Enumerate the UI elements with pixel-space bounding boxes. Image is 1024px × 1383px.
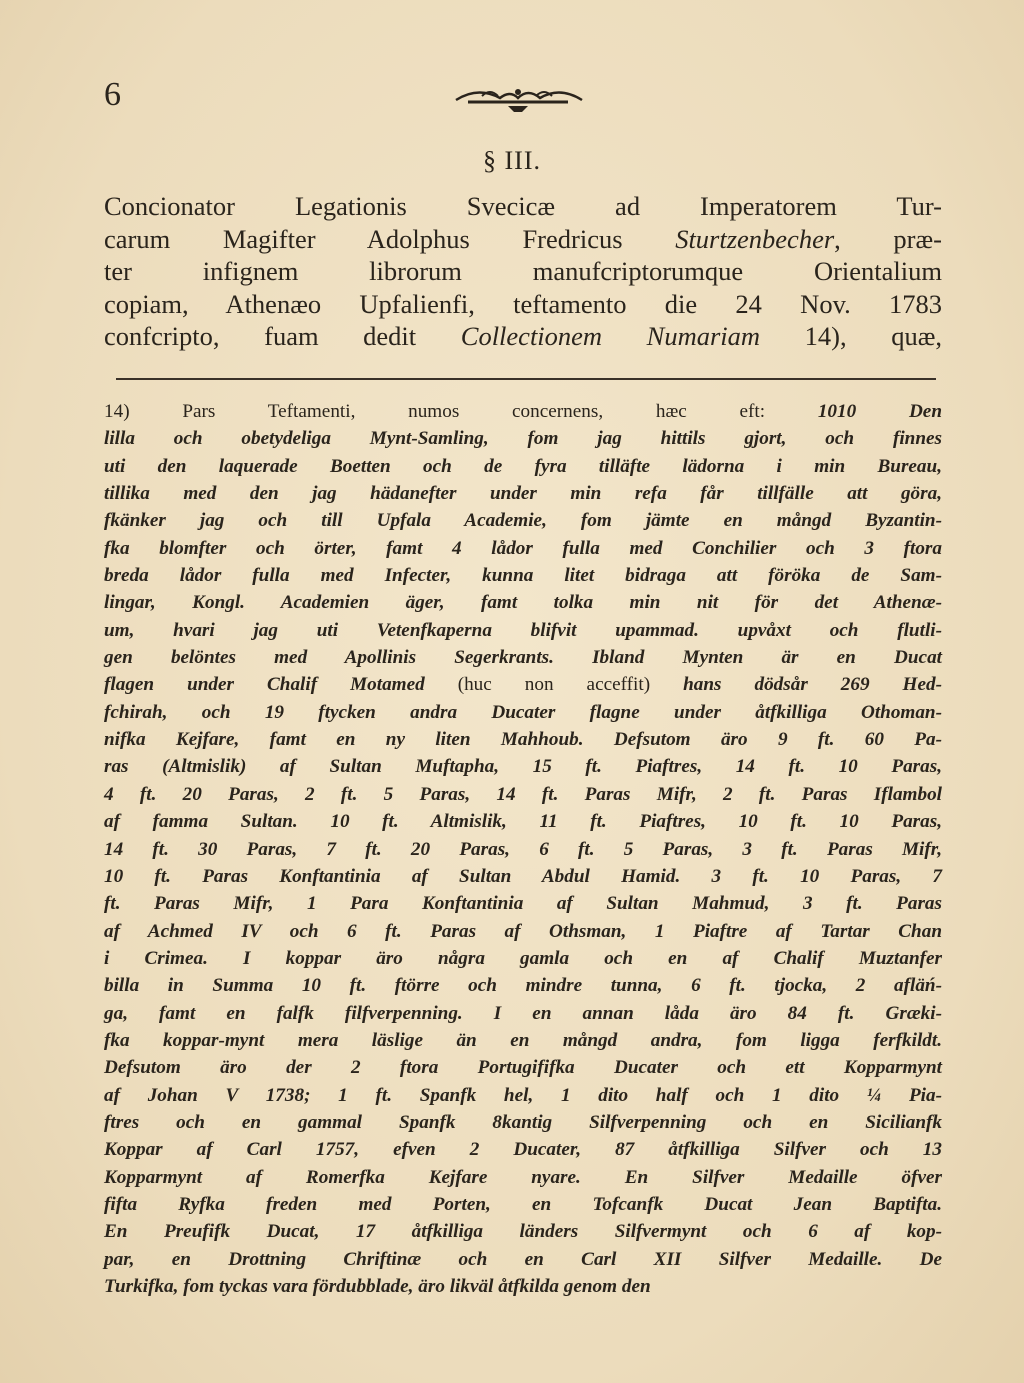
footnote-line bbox=[104, 671, 942, 698]
footnote-line bbox=[104, 1191, 942, 1218]
footnote-line bbox=[104, 1273, 942, 1300]
footnote-text: fka koppar-mynt mera läslige än en mångd andra, fom ligga ferfkildt. bbox=[104, 1029, 942, 1051]
footnote-line bbox=[104, 972, 942, 999]
footnote-text: (huc non acceffit) bbox=[457, 674, 651, 696]
footnote-text: breda lådor fulla med Infecter, kunna litet bidraga att föröka de Sam- bbox=[104, 565, 942, 587]
footnote-text: 1010 Den bbox=[817, 401, 942, 422]
main-text-text: Sturtzenbecher bbox=[675, 223, 835, 254]
footnote-text: Kopparmynt af Romerfka Kejfare nyare. En Silfver Medaille öfver bbox=[104, 1166, 942, 1188]
footnote-line bbox=[104, 1136, 942, 1163]
footnote-text: ras (Altmislik) af Sultan Muftapha, 15 ft. Piaftres, 14 ft. 10 Paras, bbox=[104, 756, 942, 778]
footnote-text: uti den laquerade Boetten och de fyra tilläfte lädorna i min Bureau, bbox=[104, 455, 942, 477]
footnote-line bbox=[104, 535, 942, 562]
footnote-line bbox=[104, 480, 942, 507]
footnote-line bbox=[104, 589, 942, 616]
footnote-line bbox=[104, 1164, 942, 1191]
footnote-line bbox=[104, 453, 942, 480]
footnote-line bbox=[104, 699, 942, 726]
footnote-line bbox=[104, 1027, 942, 1054]
footnote-line bbox=[104, 644, 942, 671]
main-text-line bbox=[104, 190, 942, 223]
main-text-text: Collectionem Numariam bbox=[460, 321, 761, 352]
footnote-text: 14) Pars Teftamenti, numos concernens, hæc eft: bbox=[104, 401, 818, 422]
footnote-text: ftres och en gammal Spanfk 8kantig Silfverpenning och en Sicilianfk bbox=[104, 1111, 942, 1133]
footnote-text: ga, famt en falfk filfverpenning. I en annan låda äro 84 ft. Græki- bbox=[104, 1002, 942, 1024]
footnote-text: 10 ft. Paras Konftantinia af Sultan Abdul Hamid. 3 ft. 10 Paras, 7 bbox=[104, 865, 942, 887]
footnote-text: par, en Drottning Chriftinæ och en Carl XII Silfver Medaille. De bbox=[104, 1248, 942, 1270]
footnote-line bbox=[104, 1054, 942, 1081]
footnote-text: fifta Ryfka freden med Porten, en Tofcanfk Ducat Jean Baptifta. bbox=[104, 1193, 942, 1215]
footnote-line bbox=[104, 1246, 942, 1273]
footnote-text: af famma Sultan. 10 ft. Altmislik, 11 ft. Piaftres, 10 ft. 10 Paras, bbox=[104, 811, 942, 833]
body-paragraph bbox=[104, 190, 942, 353]
footnote-text: En Preufifk Ducat, 17 åtfkilliga länders Silfvermynt och 6 af kop- bbox=[104, 1221, 942, 1243]
main-text-text: Concionator Legationis Svecicæ ad Imperatorem Tur- bbox=[104, 191, 942, 221]
main-text-text: , præ- bbox=[834, 223, 942, 254]
footnote-text: flagen under Chalif Motamed bbox=[104, 674, 458, 696]
footnote-line bbox=[104, 562, 942, 589]
footnote-text: gen belöntes med Apollinis Segerkrants. Ibland Mynten är en Ducat bbox=[104, 647, 942, 669]
footnote-text: lilla och obetydeliga Mynt-Samling, fom jag hittils gjort, och finnes bbox=[104, 428, 942, 450]
section-heading: § III. bbox=[483, 146, 541, 175]
footnote-line bbox=[104, 425, 942, 452]
footnote-text: um, hvari jag uti Vetenfkaperna blifvit upammad. upvåxt och flutli- bbox=[104, 619, 942, 641]
footnote-text: fka blomfter och örter, famt 4 lådor fulla med Conchilier och 3 ftora bbox=[104, 537, 942, 559]
footnote-line bbox=[104, 753, 942, 780]
main-text-line bbox=[104, 255, 942, 288]
footnote-line bbox=[104, 1000, 942, 1027]
footnote-text: af Johan V 1738; 1 ft. Spanfk hel, 1 dito half och 1 dito ¼ Pia- bbox=[104, 1084, 942, 1106]
main-text-text: carum Magifter Adolphus Fredricus bbox=[104, 223, 676, 254]
main-text-text: 14), quæ, bbox=[760, 321, 942, 352]
main-text-line bbox=[104, 288, 942, 321]
footnote-separator-rule bbox=[116, 378, 936, 380]
main-text-line bbox=[104, 320, 942, 353]
footnote-line bbox=[104, 918, 942, 945]
footnote-line bbox=[104, 890, 942, 917]
footnote-text: fkänker jag och till Upfala Academie, fom jämte en mångd Byzantin- bbox=[104, 510, 942, 532]
footnote-text: tillika med den jag hädanefter under min refa får tillfälle att göra, bbox=[104, 483, 942, 505]
footnote-line bbox=[104, 836, 942, 863]
footnote-text: af Achmed IV och 6 ft. Paras af Othsman, 1 Piaftre af Tartar Chan bbox=[104, 920, 942, 942]
footnote-line bbox=[104, 808, 942, 835]
footnote-line bbox=[104, 617, 942, 644]
footnote-text: i Crimea. I koppar äro några gamla och en af Chalif Muztanfer bbox=[104, 947, 942, 969]
footnote-text: Turkifka, fom tyckas vara fördubblade, äro likväl åtfkilda genom den bbox=[104, 1276, 651, 1297]
page-number: 6 bbox=[104, 76, 121, 113]
footnote-line bbox=[104, 507, 942, 534]
main-text-line bbox=[104, 223, 942, 256]
footnote-text: hans dödsår 269 Hed- bbox=[650, 674, 942, 696]
footnote-line bbox=[104, 863, 942, 890]
footnote-text: billa in Summa 10 ft. ftörre och mindre tunna, 6 ft. tjocka, 2 afläń- bbox=[104, 975, 942, 997]
footnote-text: Defsutom äro der 2 ftora Portugififka Ducater och ett Kopparmynt bbox=[104, 1057, 942, 1079]
footnote-line bbox=[104, 781, 942, 808]
footnote-line bbox=[104, 1218, 942, 1245]
footnote-line bbox=[104, 1082, 942, 1109]
printer-ornament bbox=[448, 78, 588, 118]
main-text-text: confcripto, fuam dedit bbox=[104, 321, 461, 352]
footnote-text: ft. Paras Mifr, 1 Para Konftantinia af Sultan Mahmud, 3 ft. Paras bbox=[104, 893, 942, 915]
footnote-text: lingar, Kongl. Academien äger, famt tolka min nit för det Athenæ- bbox=[104, 592, 942, 614]
footnote-line bbox=[104, 726, 942, 753]
footnote-text: Koppar af Carl 1757, efven 2 Ducater, 87 åtfkilliga Silfver och 13 bbox=[104, 1139, 942, 1161]
footnote-text: fchirah, och 19 ftycken andra Ducater flagne under åtfkilliga Othoman- bbox=[104, 701, 942, 723]
main-text-text: copiam, Athenæo Upfalienfi, teftamento die 24 Nov. 1783 bbox=[104, 288, 942, 319]
footnote-14 bbox=[104, 398, 942, 1300]
footnote-line bbox=[104, 1109, 942, 1136]
footnote-text: 4 ft. 20 Paras, 2 ft. 5 Paras, 14 ft. Paras Mifr, 2 ft. Paras Iflambol bbox=[104, 783, 942, 805]
footnote-line bbox=[104, 398, 942, 425]
footnote-text: nifka Kejfare, famt en ny liten Mahhoub. Defsutom äro 9 ft. 60 Pa- bbox=[104, 729, 942, 751]
footnote-line bbox=[104, 945, 942, 972]
main-text-text: ter infignem librorum manufcriptorumque Orientalium bbox=[104, 256, 942, 287]
footnote-text: 14 ft. 30 Paras, 7 ft. 20 Paras, 6 ft. 5 Paras, 3 ft. Paras Mifr, bbox=[104, 838, 942, 860]
